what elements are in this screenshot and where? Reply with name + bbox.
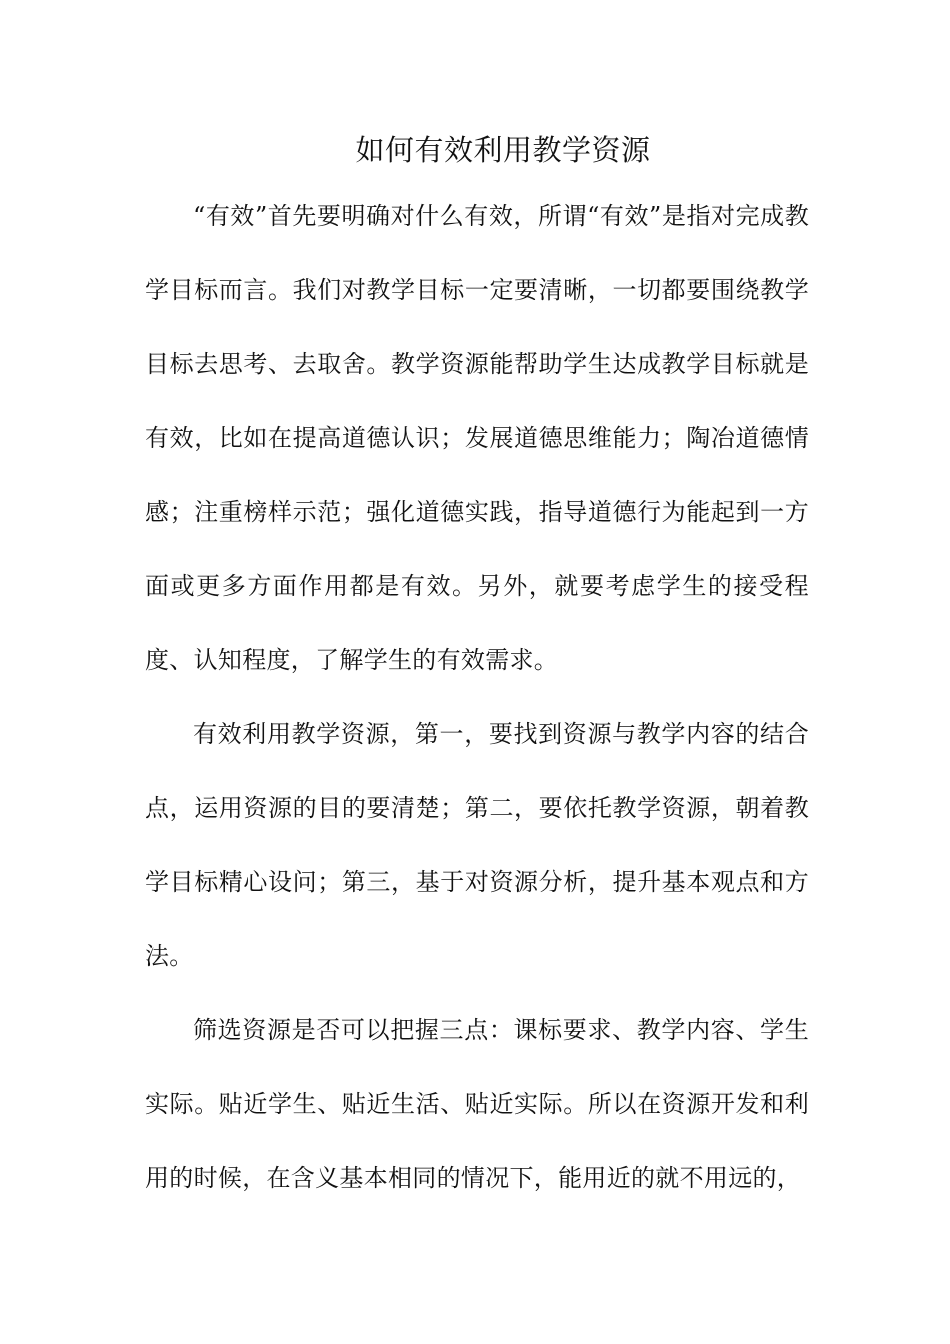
paragraph-2: 有效利用教学资源，第一，要找到资源与教学内容的结合点，运用资源的目的要清楚；第二，要依托教学资源，朝着教学目标精心设问；第三，基于对资源分析，提升基本观点和方法。 <box>145 720 809 970</box>
paragraph-3: 筛选资源是否可以把握三点：课标要求、教学内容、学生实际。贴近学生、贴近生活、贴近实际。所以在资源开发和利用的时候，在含义基本相同的情况下，能用近的就不用远的， <box>145 1016 809 1192</box>
paragraph-1: “有效”首先要明确对什么有效，所谓“有效”是指对完成教学目标而言。我们对教学目标一定要清晰，一切都要围绕教学目标去思考、去取舍。教学资源能帮助学生达成教学目标就是有效，比如在提高道德认识；发展道德思维能力；陶冶道德情感；注重榜样示范；强化道德实践，指导道德行为能起到一方面或更多方面作用都是有效。另外，就要考虑学生的接受程度、认知程度，了解学生的有效需求。 <box>145 202 809 674</box>
document-body <box>145 179 809 1215</box>
document-title: 如何有效利用教学资源 <box>355 133 651 167</box>
